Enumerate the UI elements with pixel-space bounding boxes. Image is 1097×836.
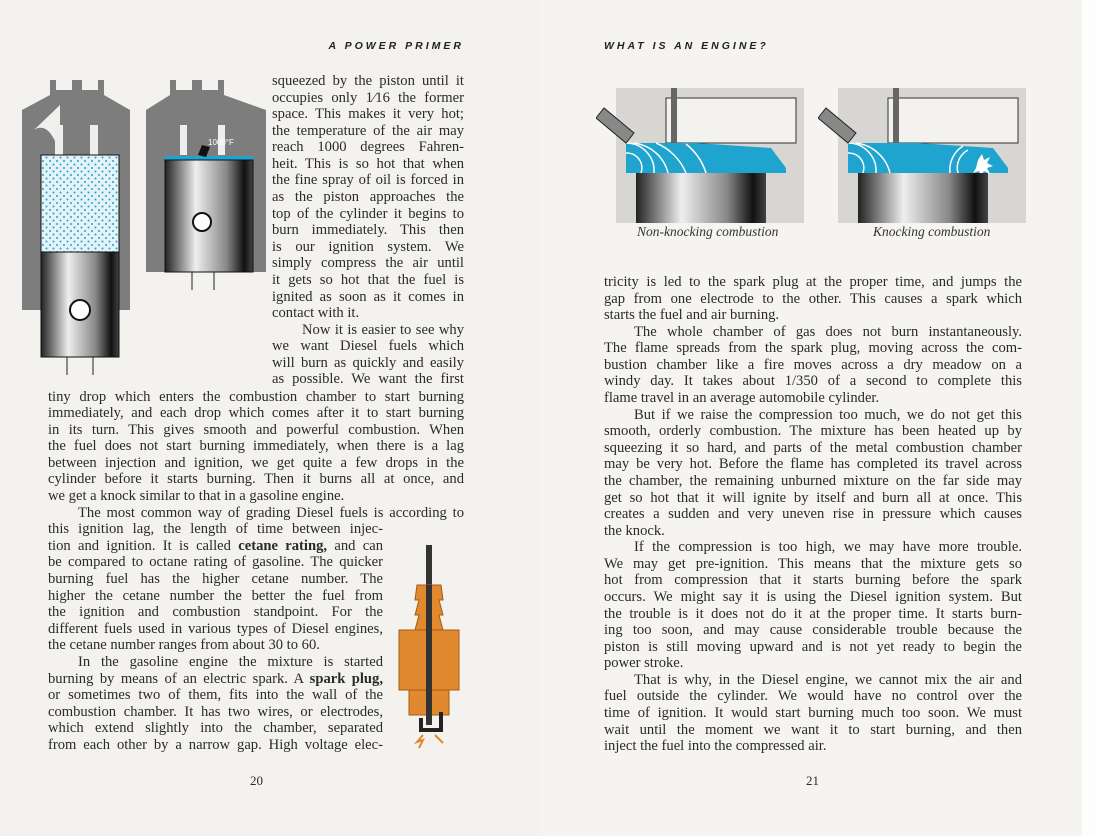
text-line: But if we raise the compression too much, we do not get this <box>634 406 1022 423</box>
text-line: space. This makes it very hot; <box>272 106 464 123</box>
text-line: In the gasoline engine the mixture is started <box>78 653 383 670</box>
text-line: as the piston approaches the <box>272 189 464 206</box>
text-line: immediately, and each drop which comes after it to start burning <box>48 405 464 422</box>
text-line: contact with it. <box>272 305 360 322</box>
text-line: the fine spray of oil is forced in <box>272 172 464 189</box>
text-line: ing too soon, and may cause considerable trouble because the <box>604 622 1022 639</box>
text-line: the trouble is it does not do it at the proper time. It starts burn- <box>604 605 1022 622</box>
text-line: tiny drop which enters the combustion chamber to start burning <box>48 388 464 405</box>
left-full-width-text <box>48 389 464 522</box>
text-line: higher the cetane number the better the fuel from <box>48 587 383 604</box>
text-line: occurs. We might say it is using the Diesel ignition system. But <box>604 588 1022 605</box>
text-line: piston is still moving upward and is not yet ready to begin the <box>604 638 1022 655</box>
text-line: may be very hot. Before the flame has completed its travel across <box>604 456 1022 473</box>
text-line: flame travel in an average automobile cylinder. <box>604 390 880 407</box>
temperature-label: 1000°F <box>208 138 234 147</box>
text-line: We may get pre-ignition. This means that the mixture gets so <box>604 555 1022 572</box>
text-line: combustion chamber. It has two wires, or electrodes, <box>48 703 383 720</box>
text-line: wait until the moment we want it to start burning, and then <box>604 721 1022 738</box>
text-line: burn immediately. This then <box>272 222 464 239</box>
text-line: cylinder before it starts burning. Then it burns all at once, and <box>48 471 464 488</box>
bold-term: spark plug, <box>309 670 383 687</box>
text-line: squeezing it so hard, and parts of the metal combustion chamber <box>604 439 1022 456</box>
running-head-right: WHAT IS AN ENGINE? <box>604 40 769 52</box>
bold-term: cetane rating, <box>238 537 328 554</box>
text-line: ignited as soon as it comes in <box>272 288 464 305</box>
spark-plug-illustration <box>393 540 465 750</box>
page-number-right: 21 <box>806 773 819 788</box>
text-line: gap from one electrode to the other. This causes a spark which <box>604 290 1022 307</box>
right-body-text <box>604 274 1022 755</box>
text-line: The flame spreads from the spark plug, moving across the com- <box>604 340 1022 357</box>
text-line: we want Diesel fuels which <box>272 338 464 355</box>
text-line: burning by means of an electric spark. A spark plug, <box>48 670 383 687</box>
left-column-bottom-text <box>48 521 383 753</box>
text-line: squeezed by the piston until it <box>272 73 464 89</box>
text-line: or sometimes two of them, fits into the wall of the <box>48 687 383 704</box>
text-line: it gets so hot that the fuel is <box>272 271 464 288</box>
left-column-top-text <box>272 73 464 388</box>
text-line: occupies only 1⁄16 the former <box>272 89 464 106</box>
text-line: windy day. It takes about 1/350 of a second to complete this <box>604 373 1022 390</box>
page-number-left: 20 <box>250 773 263 788</box>
text-line: time of ignition. It would start burning much too soon. We must <box>604 705 1022 722</box>
text-line: That is why, in the Diesel engine, we cannot mix the air and <box>634 671 1022 688</box>
text-line: in its turn. This gives smooth and powerful combustion. When <box>48 421 464 438</box>
non-knocking-combustion-diagram <box>596 88 806 223</box>
text-line: the knock. <box>604 522 665 539</box>
cylinder-intake <box>22 80 130 375</box>
cylinder-compressed <box>146 80 266 290</box>
text-line: If the compression is too high, we may have more trouble. <box>634 539 1022 556</box>
text-line: simply compress the air until <box>272 255 464 272</box>
text-line: bustion chamber like a fire moves across a dry meadow on a <box>604 356 1022 373</box>
text-line: power stroke. <box>604 655 684 672</box>
text-line: tion and ignition. It is called cetane rating, and can <box>48 537 383 554</box>
text-line: smooth, orderly combustion. The mixture has been heated up by <box>604 423 1022 440</box>
text-line: the ignition and combustion standpoint. For the <box>48 604 383 621</box>
text-line: get so hot that it will ignite by itself and burn all at once. This <box>604 489 1022 506</box>
text-line: between injection and ignition, we get quite a few drops in the <box>48 454 464 471</box>
text-line: The whole chamber of gas does not burn instantaneously. <box>634 323 1022 340</box>
text-line: top of the cylinder it begins to <box>272 205 464 222</box>
text-line: burning fuel has the higher cetane number. The <box>48 571 383 588</box>
text-line: fuel outside the cylinder. We would have no control over the <box>604 688 1022 705</box>
text-line: as possible. We want the first <box>272 371 464 388</box>
text-line: the cetane number ranges from about 30 to 60. <box>48 637 320 654</box>
text-line: is our ignition system. We <box>272 238 464 255</box>
text-line: from each other by a narrow gap. High voltage elec- <box>48 736 383 753</box>
text-line: Now it is easier to see why <box>302 321 464 338</box>
text-line: inject the fuel into the compressed air. <box>604 738 827 755</box>
text-line: creates a sudden and very uneven rise in pressure which causes <box>604 506 1022 523</box>
text-line: the temperature of the air may <box>272 122 464 139</box>
text-line: be compared to octane rating of gasoline. The quicker <box>48 554 383 571</box>
text-line: starts the fuel and air burning. <box>604 307 780 324</box>
text-line: will burn as quickly and easily <box>272 354 464 371</box>
text-line: the chamber, the remaining unburned mixture on the far side may <box>604 472 1022 489</box>
text-line: hot from compression that it starts burning before the spark <box>604 572 1022 589</box>
text-line: we get a knock similar to that in a gasoline engine. <box>48 488 345 505</box>
text-line: reach 1000 degrees Fahren- <box>272 139 464 156</box>
text-line: The most common way of grading Diesel fuels is according to <box>78 504 464 521</box>
text-line: the fuel does not start burning immediately, when there is a lag <box>48 438 464 455</box>
text-line: this ignition lag, the length of time between injec- <box>48 521 383 538</box>
knocking-combustion-diagram <box>818 88 1028 223</box>
text-line: heit. This is so hot that when <box>272 155 464 172</box>
text-line: which extend slightly into the chamber, separated <box>48 720 383 737</box>
text-line: different fuels used in various types of Diesel engines, <box>48 620 383 637</box>
diesel-cylinder-illustration <box>20 75 270 375</box>
text-line: tricity is led to the spark plug at the proper time, and jumps the <box>604 274 1022 290</box>
caption-knocking: Knocking combustion <box>873 224 991 239</box>
caption-non-knocking: Non-knocking combustion <box>637 224 779 239</box>
running-head-left: A POWER PRIMER <box>328 40 464 52</box>
